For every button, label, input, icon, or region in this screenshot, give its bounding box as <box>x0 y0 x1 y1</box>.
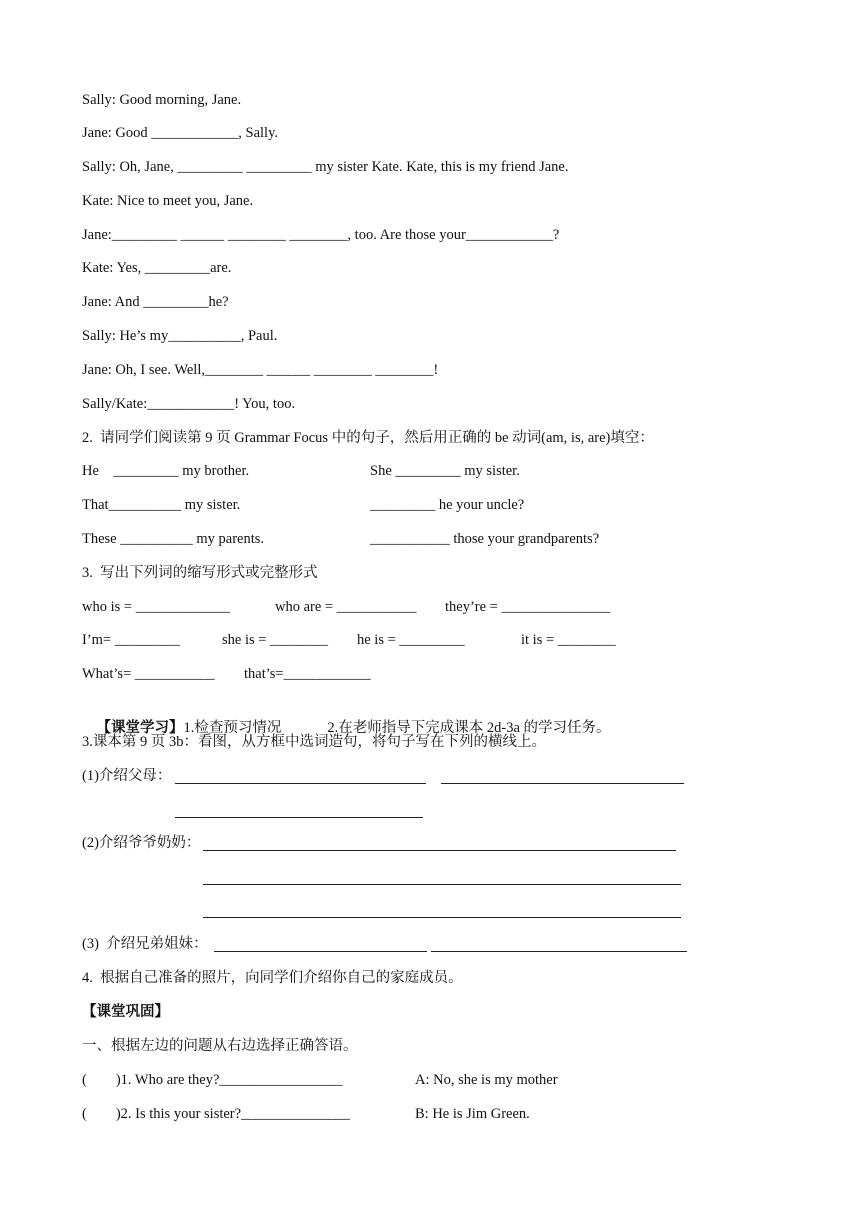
section2-row1-right: She _________ my sister. <box>370 463 520 479</box>
dialogue-line-10: Sally/Kate:____________! You, too. <box>82 396 296 412</box>
match-question-2: ( )2. Is this your sister?_______________ <box>82 1106 350 1122</box>
consolidation-label: 【课堂巩固】 <box>82 1004 169 1020</box>
match-answer-b: B: He is Jim Green. <box>415 1106 530 1122</box>
classroom-task-4: 4. 根据自己准备的照片，向同学们介绍你自己的家庭成员。 <box>82 970 463 986</box>
dialogue-line-5: Jane:_________ ______ ________ ________, too. Are those your____________? <box>82 227 560 243</box>
dialogue-line-2: Jane: Good ____________, Sally. <box>82 125 279 141</box>
consolidation-instruction: 一、根据左边的问题从右边选择正确答语。 <box>82 1038 358 1054</box>
answer-line <box>441 783 684 784</box>
question-parents-label: (1)介绍父母： <box>82 768 172 784</box>
answer-line <box>203 850 676 851</box>
section2-row3-right: ___________ those your grandparents? <box>370 531 600 547</box>
contraction-thats: that’s=____________ <box>244 666 371 682</box>
contraction-it-is: it is = ________ <box>521 632 616 648</box>
dialogue-line-4: Kate: Nice to meet you, Jane. <box>82 193 254 209</box>
answer-line <box>214 951 427 952</box>
match-question-1: ( )1. Who are they?_________________ <box>82 1072 343 1088</box>
section2-heading: 2. 请同学们阅读第 9 页 Grammar Focus 中的句子，然后用正确的 be 动词(am, is, are)填空： <box>82 430 654 446</box>
question-grandparents-label: (2)介绍爷爷奶奶： <box>82 835 201 851</box>
section3-heading: 3. 写出下列词的缩写形式或完整形式 <box>82 565 318 581</box>
answer-line <box>203 884 681 885</box>
contraction-he-is: he is = _________ <box>357 632 465 648</box>
dialogue-line-1: Sally: Good morning, Jane. <box>82 92 242 108</box>
answer-line <box>175 817 423 818</box>
section2-row3-left: These __________ my parents. <box>82 531 265 547</box>
question-siblings-label: (3) 介绍兄弟姐妹： <box>82 936 208 952</box>
answer-line <box>203 917 681 918</box>
dialogue-line-7: Jane: And _________he? <box>82 294 229 310</box>
classroom-task-3: 3.课本第 9 页 3b：看图，从方框中选词造句，将句子写在下列的横线上。 <box>82 734 546 750</box>
section2-row1-left: He _________ my brother. <box>82 463 250 479</box>
contraction-who-is: who is = _____________ <box>82 599 230 615</box>
match-answer-a: A: No, she is my mother <box>415 1072 558 1088</box>
section2-row2-right: _________ he your uncle? <box>370 497 525 513</box>
answer-line <box>175 783 426 784</box>
dialogue-line-9: Jane: Oh, I see. Well,________ ______ ________ ________! <box>82 362 439 378</box>
answer-line <box>431 951 687 952</box>
dialogue-line-8: Sally: He’s my__________, Paul. <box>82 328 278 344</box>
classroom-learning-label: 【课堂学习】 <box>96 720 184 736</box>
contraction-she-is: she is = ________ <box>222 632 329 648</box>
contraction-who-are: who are = ___________ <box>275 599 417 615</box>
dialogue-line-6: Kate: Yes, _________are. <box>82 260 232 276</box>
classroom-item-1: 1.检查预习情况 <box>183 720 282 736</box>
section2-row2-left: That__________ my sister. <box>82 497 241 513</box>
dialogue-line-3: Sally: Oh, Jane, _________ _________ my sister Kate. Kate, this is my friend Jane. <box>82 159 569 175</box>
contraction-theyre: they’re = _______________ <box>445 599 611 615</box>
contraction-whats: What’s= ___________ <box>82 666 215 682</box>
classroom-item-2: 2.在老师指导下完成课本 2d-3a 的学习任务。 <box>327 720 611 736</box>
contraction-im: I’m= _________ <box>82 632 180 648</box>
